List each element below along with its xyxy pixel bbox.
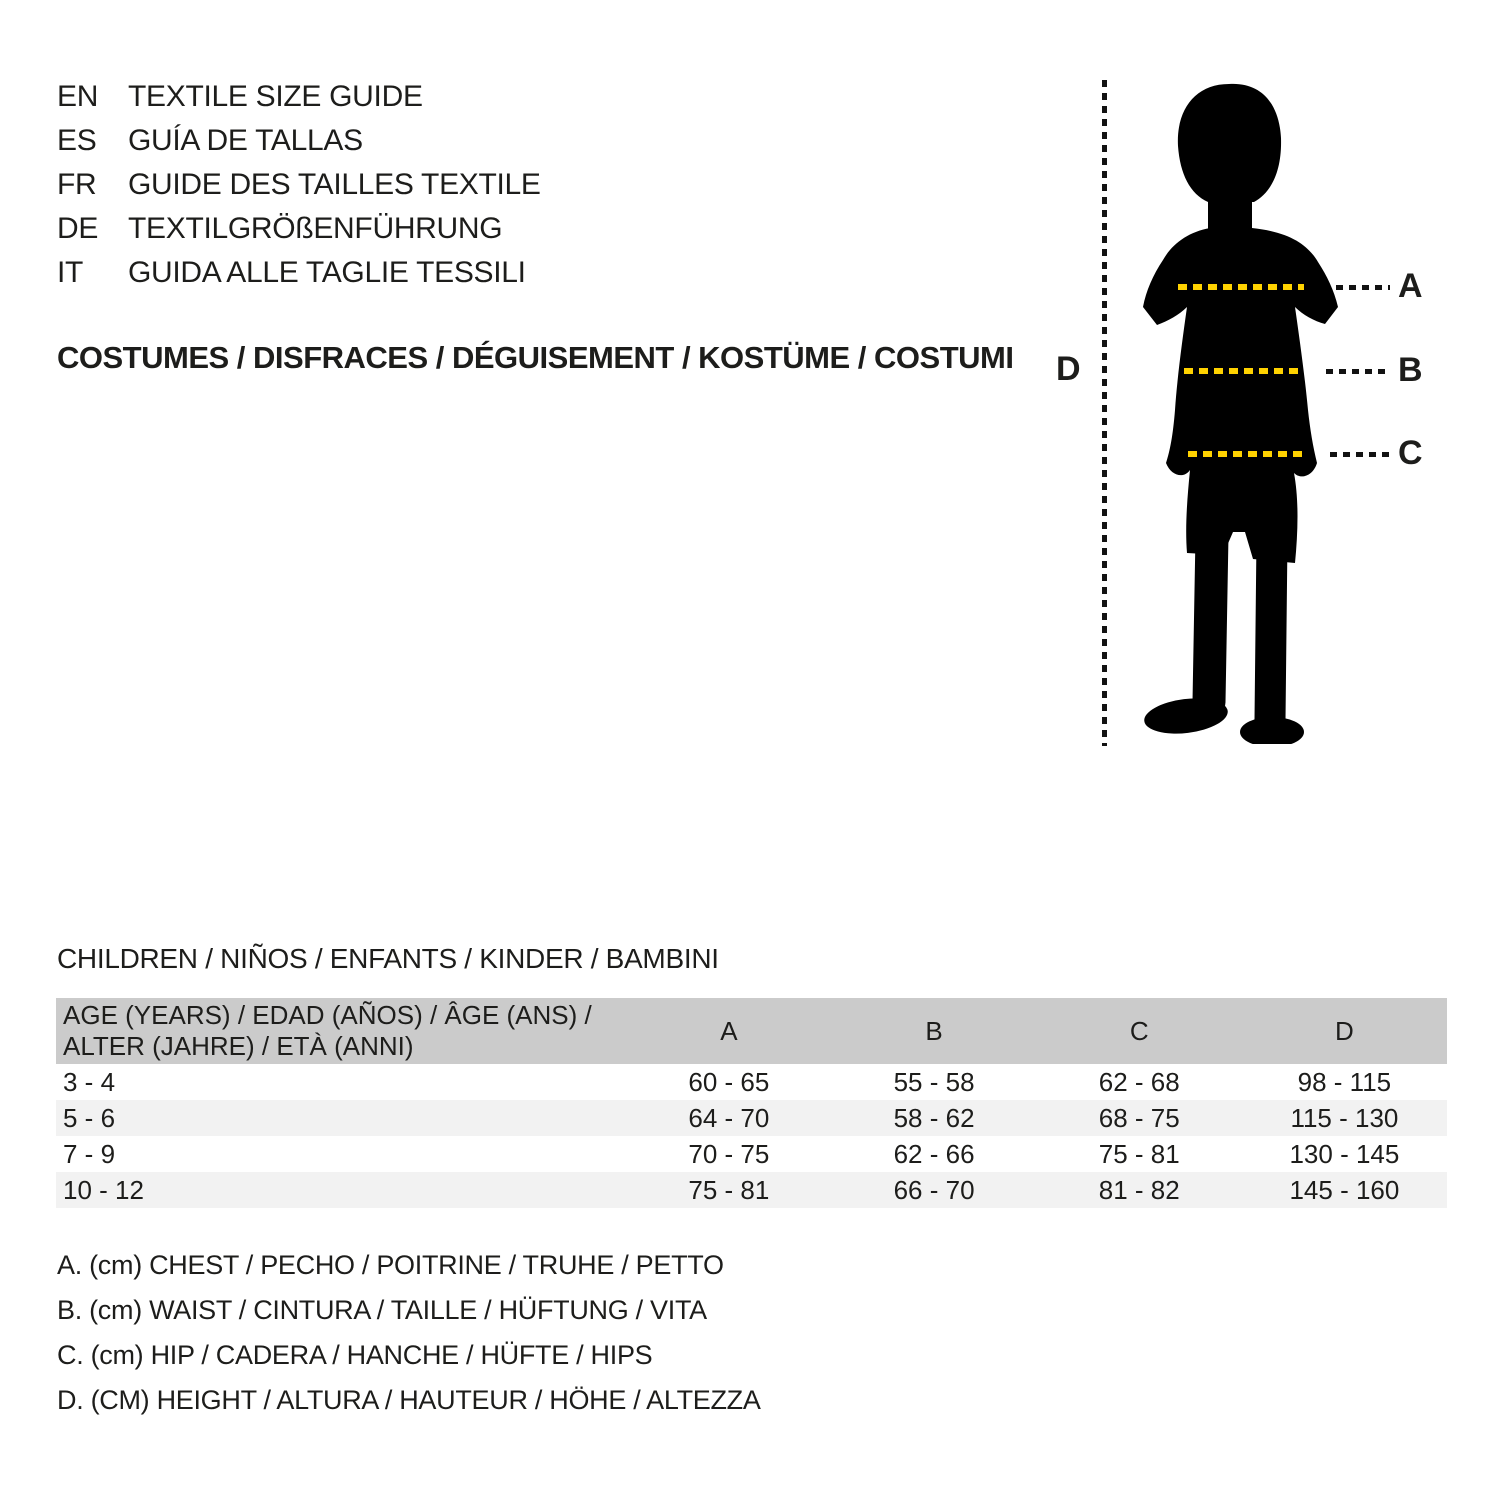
hip-measure-line xyxy=(1188,451,1302,457)
height-cell: 130 - 145 xyxy=(1289,1139,1400,1169)
language-code: FR xyxy=(57,168,97,201)
language-label: GUÍA DE TALLAS xyxy=(128,124,363,157)
chest-measure-line xyxy=(1178,284,1304,290)
hip-cell: 62 - 68 xyxy=(1098,1067,1180,1097)
age-cell: 7 - 9 xyxy=(63,1139,116,1169)
column-header-d: D xyxy=(1335,1015,1354,1046)
column-header-c: C xyxy=(1129,1015,1149,1046)
chest-cell: 64 - 70 xyxy=(688,1103,770,1133)
hip-cell: 75 - 81 xyxy=(1098,1139,1180,1169)
column-header-a: A xyxy=(720,1015,738,1046)
measurement-legend xyxy=(57,1251,761,1415)
height-cell: 115 - 130 xyxy=(1290,1103,1399,1133)
measure-label-c: C xyxy=(1398,434,1423,472)
language-code: ES xyxy=(57,124,97,157)
waist-connector-line xyxy=(1326,369,1390,374)
legend-height: D. (CM) HEIGHT / ALTURA / HAUTEUR / HÖHE / ALTEZZA xyxy=(57,1385,761,1415)
category-title: COSTUMES / DISFRACES / DÉGUISEMENT / KOSTÜME / COSTUMI xyxy=(57,340,1014,375)
hip-connector-line xyxy=(1330,452,1390,457)
column-header-b: B xyxy=(925,1015,943,1046)
waist-cell: 62 - 66 xyxy=(893,1139,975,1169)
waist-cell: 66 - 70 xyxy=(893,1175,975,1205)
chest-connector-line xyxy=(1336,285,1390,290)
age-cell: 5 - 6 xyxy=(63,1103,116,1133)
age-header-line1: AGE (YEARS) / EDAD (AÑOS) / ÂGE (ANS) / xyxy=(63,1000,592,1030)
language-code: EN xyxy=(57,80,99,113)
table-row xyxy=(56,1172,1447,1208)
table-row xyxy=(56,1136,1447,1172)
measure-label-a: A xyxy=(1398,267,1423,305)
legend-hip: C. (cm) HIP / CADERA / HANCHE / HÜFTE / HIPS xyxy=(57,1340,653,1370)
age-cell: 3 - 4 xyxy=(63,1067,116,1097)
table-row xyxy=(56,1100,1447,1136)
legend-chest: A. (cm) CHEST / PECHO / POITRINE / TRUHE / PETTO xyxy=(57,1250,724,1280)
language-code: DE xyxy=(57,212,99,245)
waist-cell: 58 - 62 xyxy=(893,1103,975,1133)
age-column-header xyxy=(56,998,626,1064)
language-code: IT xyxy=(57,256,84,289)
height-cell: 98 - 115 xyxy=(1297,1067,1392,1097)
height-dotted-line xyxy=(1102,80,1107,746)
measure-label-d: D xyxy=(1056,350,1081,388)
height-cell: 145 - 160 xyxy=(1289,1175,1400,1205)
chest-cell: 70 - 75 xyxy=(688,1139,770,1169)
measure-label-b: B xyxy=(1398,351,1423,389)
children-size-table xyxy=(56,998,1447,1208)
table-section-title: CHILDREN / NIÑOS / ENFANTS / KINDER / BAMBINI xyxy=(57,943,719,974)
age-cell: 10 - 12 xyxy=(63,1175,144,1205)
waist-measure-line xyxy=(1184,368,1298,374)
hip-cell: 81 - 82 xyxy=(1098,1175,1180,1205)
size-table-header-row xyxy=(56,998,1447,1064)
chest-cell: 60 - 65 xyxy=(688,1067,770,1097)
age-header-line2: ALTER (JAHRE) / ETÀ (ANNI) xyxy=(63,1031,414,1061)
hip-cell: 68 - 75 xyxy=(1098,1103,1180,1133)
language-label: TEXTILGRÖßENFÜHRUNG xyxy=(128,212,503,245)
chest-cell: 75 - 81 xyxy=(688,1175,770,1205)
language-label: GUIDA ALLE TAGLIE TESSILI xyxy=(128,256,526,289)
legend-waist: B. (cm) WAIST / CINTURA / TAILLE / HÜFTUNG / VITA xyxy=(57,1295,707,1325)
table-row xyxy=(56,1064,1447,1100)
waist-cell: 55 - 58 xyxy=(893,1067,975,1097)
language-label: TEXTILE SIZE GUIDE xyxy=(128,80,423,113)
language-label: GUIDE DES TAILLES TEXTILE xyxy=(128,168,541,201)
child-silhouette-icon xyxy=(1132,80,1352,744)
